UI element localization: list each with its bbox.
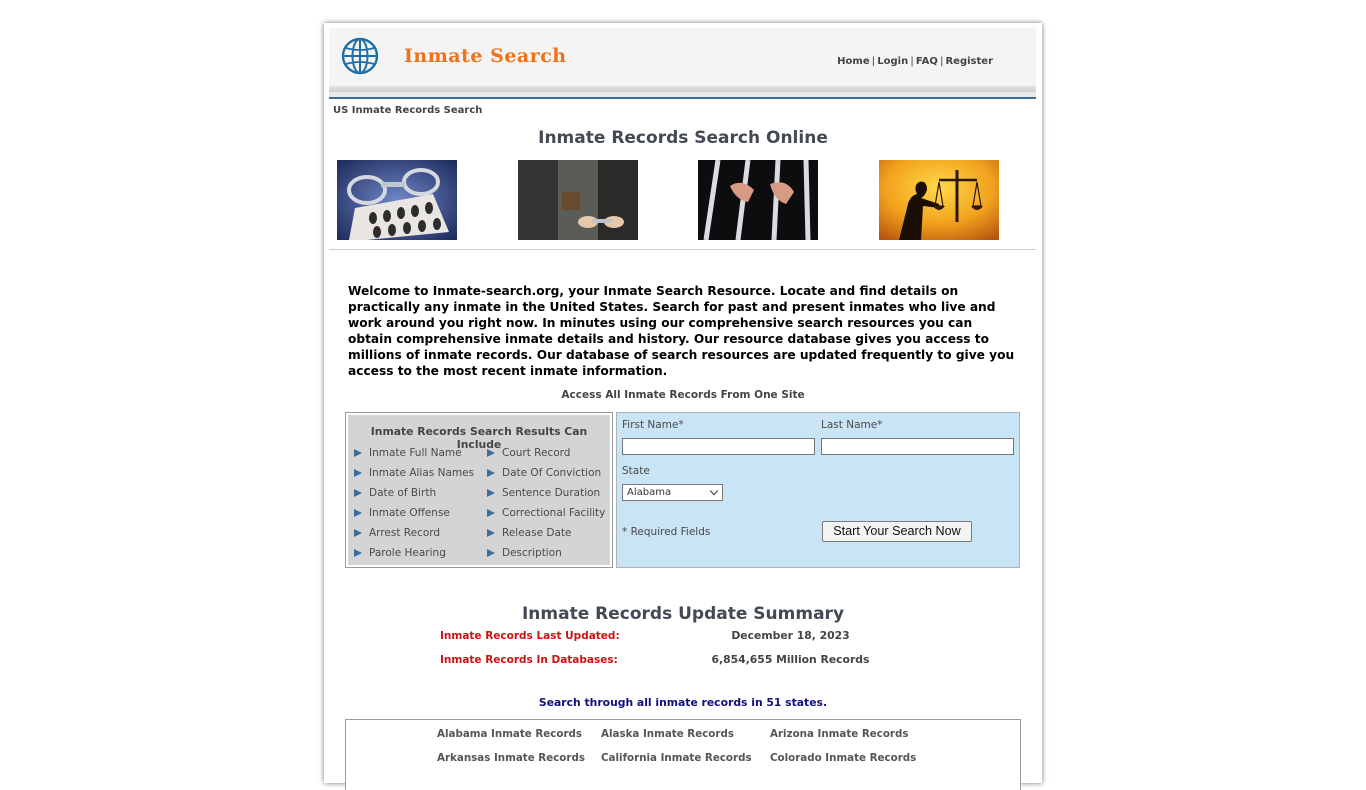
results-include-item <box>354 486 436 500</box>
arrow-right-icon <box>354 529 362 537</box>
in-databases-label: Inmate Records In Databases: <box>440 654 618 666</box>
nav-home-link[interactable]: Home <box>837 56 870 67</box>
section-divider <box>329 249 1036 250</box>
results-include-item <box>354 446 462 460</box>
handcuffs-fingerprint-photo <box>337 160 457 240</box>
state-select-value: Alabama <box>627 487 672 498</box>
intro-paragraph: Welcome to Inmate-search.org, your Inmate Search Resource. Locate and find details on practically any inmate in the United States. Search for past and present inmates who live and work around you right now. In minutes using our comprehensive search resources you can obtain comprehensive inmate details and history. Our resource database gives you access to millions of inmate records. Our database of search resources are updated frequently to give you access to the most recent inmate information. <box>348 284 1015 378</box>
last-updated-value: December 18, 2023 <box>731 629 850 642</box>
results-include-item <box>487 546 562 560</box>
first-name-label: First Name* <box>622 419 684 431</box>
state-select[interactable] <box>622 484 723 501</box>
search-form <box>616 412 1020 568</box>
required-fields-note: * Required Fields <box>622 526 711 538</box>
arrow-right-icon <box>354 449 362 457</box>
arrow-right-icon <box>354 469 362 477</box>
page-title: Inmate Records Search Online <box>538 128 828 148</box>
results-include-item <box>487 446 570 460</box>
state-link-alabama[interactable]: Alabama Inmate Records <box>437 728 583 740</box>
nav-separator: | <box>871 56 876 67</box>
results-include-item <box>354 466 474 480</box>
arrow-right-icon <box>487 549 495 557</box>
prison-bars-photo <box>698 160 818 240</box>
start-search-button[interactable]: Start Your Search Now <box>822 521 972 542</box>
last-name-input[interactable] <box>821 438 1014 455</box>
results-include-item-label: Parole Hearing <box>369 547 446 559</box>
arrow-right-icon <box>487 489 495 497</box>
arrow-right-icon <box>354 509 362 517</box>
results-include-item-label: Release Date <box>502 527 572 539</box>
results-include-item-label: Inmate Alias Names <box>369 467 475 479</box>
state-links-box <box>345 719 1021 790</box>
page-frame <box>324 23 1042 783</box>
in-databases-value: 6,854,655 Million Records <box>711 653 870 666</box>
last-name-label: Last Name* <box>821 419 883 431</box>
header-rule <box>329 97 1036 99</box>
results-include-item-label: Date Of Conviction <box>502 467 602 479</box>
nav-separator: | <box>939 56 944 67</box>
access-tagline: Access All Inmate Records From One Site <box>561 389 805 401</box>
results-include-item-label: Correctional Facility <box>502 507 606 519</box>
site-logo-text[interactable]: Inmate Search <box>404 45 567 67</box>
nav-separator: | <box>910 56 914 67</box>
arrow-right-icon <box>487 529 495 537</box>
results-include-item <box>487 506 605 520</box>
site-header <box>329 28 1036 86</box>
state-link-arizona[interactable]: Arizona Inmate Records <box>770 728 909 740</box>
nav-login-link[interactable]: Login <box>877 56 909 67</box>
handcuffed-man-photo <box>518 160 638 240</box>
last-updated-label: Inmate Records Last Updated: <box>440 630 620 642</box>
chevron-down-icon <box>710 487 718 495</box>
state-label: State <box>622 465 650 477</box>
results-include-title: Inmate Records Search Results Can Include <box>370 425 588 451</box>
arrow-right-icon <box>354 489 362 497</box>
state-link-california[interactable]: California Inmate Records <box>601 752 752 764</box>
states-heading: Search through all inmate records in 51 states. <box>538 696 828 709</box>
top-nav <box>837 56 993 67</box>
results-include-item-label: Court Record <box>502 447 571 459</box>
state-link-colorado[interactable]: Colorado Inmate Records <box>770 752 917 764</box>
justice-statue-photo <box>879 160 999 240</box>
arrow-right-icon <box>487 449 495 457</box>
results-include-box <box>345 412 613 568</box>
arrow-right-icon <box>487 509 495 517</box>
first-name-input[interactable] <box>622 438 815 455</box>
results-include-item-label: Arrest Record <box>369 527 441 539</box>
results-include-item-label: Inmate Full Name <box>369 447 462 459</box>
results-include-item-label: Inmate Offense <box>369 507 450 519</box>
results-include-item <box>354 506 450 520</box>
breadcrumb: US Inmate Records Search <box>333 105 483 116</box>
globe-icon <box>339 35 381 77</box>
nav-faq-link[interactable]: FAQ <box>915 56 938 67</box>
results-include-item <box>354 526 440 540</box>
nav-register-link[interactable]: Register <box>945 56 993 67</box>
state-link-alaska[interactable]: Alaska Inmate Records <box>601 728 734 740</box>
results-include-item-label: Sentence Duration <box>502 487 601 499</box>
summary-title: Inmate Records Update Summary <box>521 604 845 624</box>
arrow-right-icon <box>487 469 495 477</box>
arrow-right-icon <box>354 549 362 557</box>
results-include-item <box>487 486 600 500</box>
results-include-item <box>487 466 601 480</box>
results-include-item-label: Description <box>502 547 562 559</box>
results-include-item <box>487 526 571 540</box>
results-include-item <box>354 546 446 560</box>
results-include-item-label: Date of Birth <box>369 487 437 499</box>
state-link-arkansas[interactable]: Arkansas Inmate Records <box>437 752 585 764</box>
